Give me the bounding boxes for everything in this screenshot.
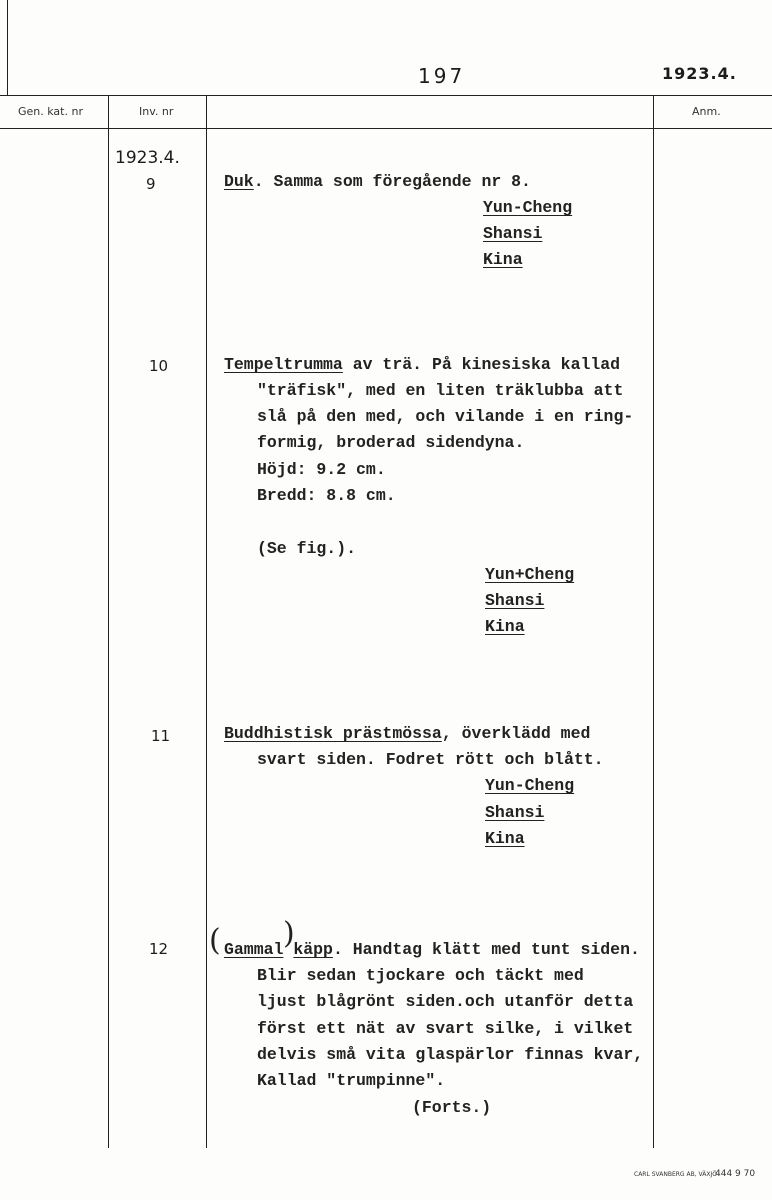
column-header-inv: Inv. nr <box>139 105 174 118</box>
entry-figure-reference: (Se fig.). <box>257 539 357 558</box>
form-number: 444 9 70 <box>715 1169 756 1179</box>
entry-text: slå på den med, och vilande i en ring- <box>257 407 634 426</box>
header-year-code: 1923.4. <box>662 64 737 83</box>
entry-text: . Samma som föregående nr 8. <box>253 172 531 191</box>
column-rule-gen-inv <box>108 95 109 1148</box>
origin-place: Yun-Cheng <box>483 198 573 217</box>
origin-country: Kina <box>483 250 523 269</box>
column-header-anm: Anm. <box>692 105 721 118</box>
inventory-number: 9 <box>146 175 156 193</box>
entry-text: Kallad "trumpinne". <box>257 1071 446 1090</box>
entry-title: Buddhistisk prästmössa <box>224 724 442 743</box>
inventory-prefix: 1923.4. <box>115 148 180 168</box>
entry-text: av trä. På kinesiska kallad <box>342 355 621 374</box>
page-number: 197 <box>418 64 466 88</box>
handwritten-close-parenthesis: ) <box>283 916 295 951</box>
entry-description-line <box>224 937 640 963</box>
entry-title-word: käpp <box>293 940 333 959</box>
origin-place: Yun+Cheng <box>485 565 575 584</box>
entry-title-word: Gammal <box>224 940 284 959</box>
origin-province: Shansi <box>483 224 543 243</box>
entry-text: "träfisk", med en liten träklubba att <box>257 381 624 400</box>
origin-province: Shansi <box>485 591 545 610</box>
entry-title: Tempeltrumma <box>224 355 343 374</box>
entry-text: ljust blågrönt siden.och utanför detta <box>257 992 634 1011</box>
entry-description-line <box>224 721 590 747</box>
entry-height: Höjd: 9.2 cm. <box>257 460 386 479</box>
origin-province: Shansi <box>485 803 545 822</box>
entry-text: först ett nät av svart silke, i vilket <box>257 1019 634 1038</box>
entry-width: Bredd: 8.8 cm. <box>257 486 396 505</box>
origin-place: Yun-Cheng <box>485 776 575 795</box>
origin-country: Kina <box>485 617 525 636</box>
entry-title: Duk <box>224 172 254 191</box>
entry-description-line <box>224 352 620 378</box>
header-bottom-rule <box>0 128 772 129</box>
header-top-rule <box>0 95 772 96</box>
entry-text: formig, broderad sidendyna. <box>257 433 525 452</box>
column-header-gen-kat: Gen. kat. nr <box>18 105 83 118</box>
left-margin-rule <box>7 0 8 96</box>
inventory-number: 10 <box>149 357 169 375</box>
printer-mark: CARL SVANBERG AB, VÄXJÖ <box>634 1171 717 1178</box>
handwritten-open-parenthesis: ( <box>209 923 221 958</box>
entry-description-line <box>224 169 531 195</box>
inventory-number: 12 <box>149 940 169 958</box>
entry-text: delvis små vita glaspärlor finnas kvar, <box>257 1045 644 1064</box>
entry-text: , överklädd med <box>441 724 591 743</box>
entry-text: Blir sedan tjockare och täckt med <box>257 966 584 985</box>
entry-text: svart siden. Fodret rött och blått. <box>257 750 604 769</box>
column-rule-text-anm <box>653 95 654 1148</box>
entry-text: . Handtag klätt med tunt siden. <box>332 940 640 959</box>
continued-marker: (Forts.) <box>412 1098 492 1117</box>
origin-country: Kina <box>485 829 525 848</box>
inventory-number: 11 <box>151 727 171 745</box>
column-rule-inv-text <box>206 95 207 1148</box>
